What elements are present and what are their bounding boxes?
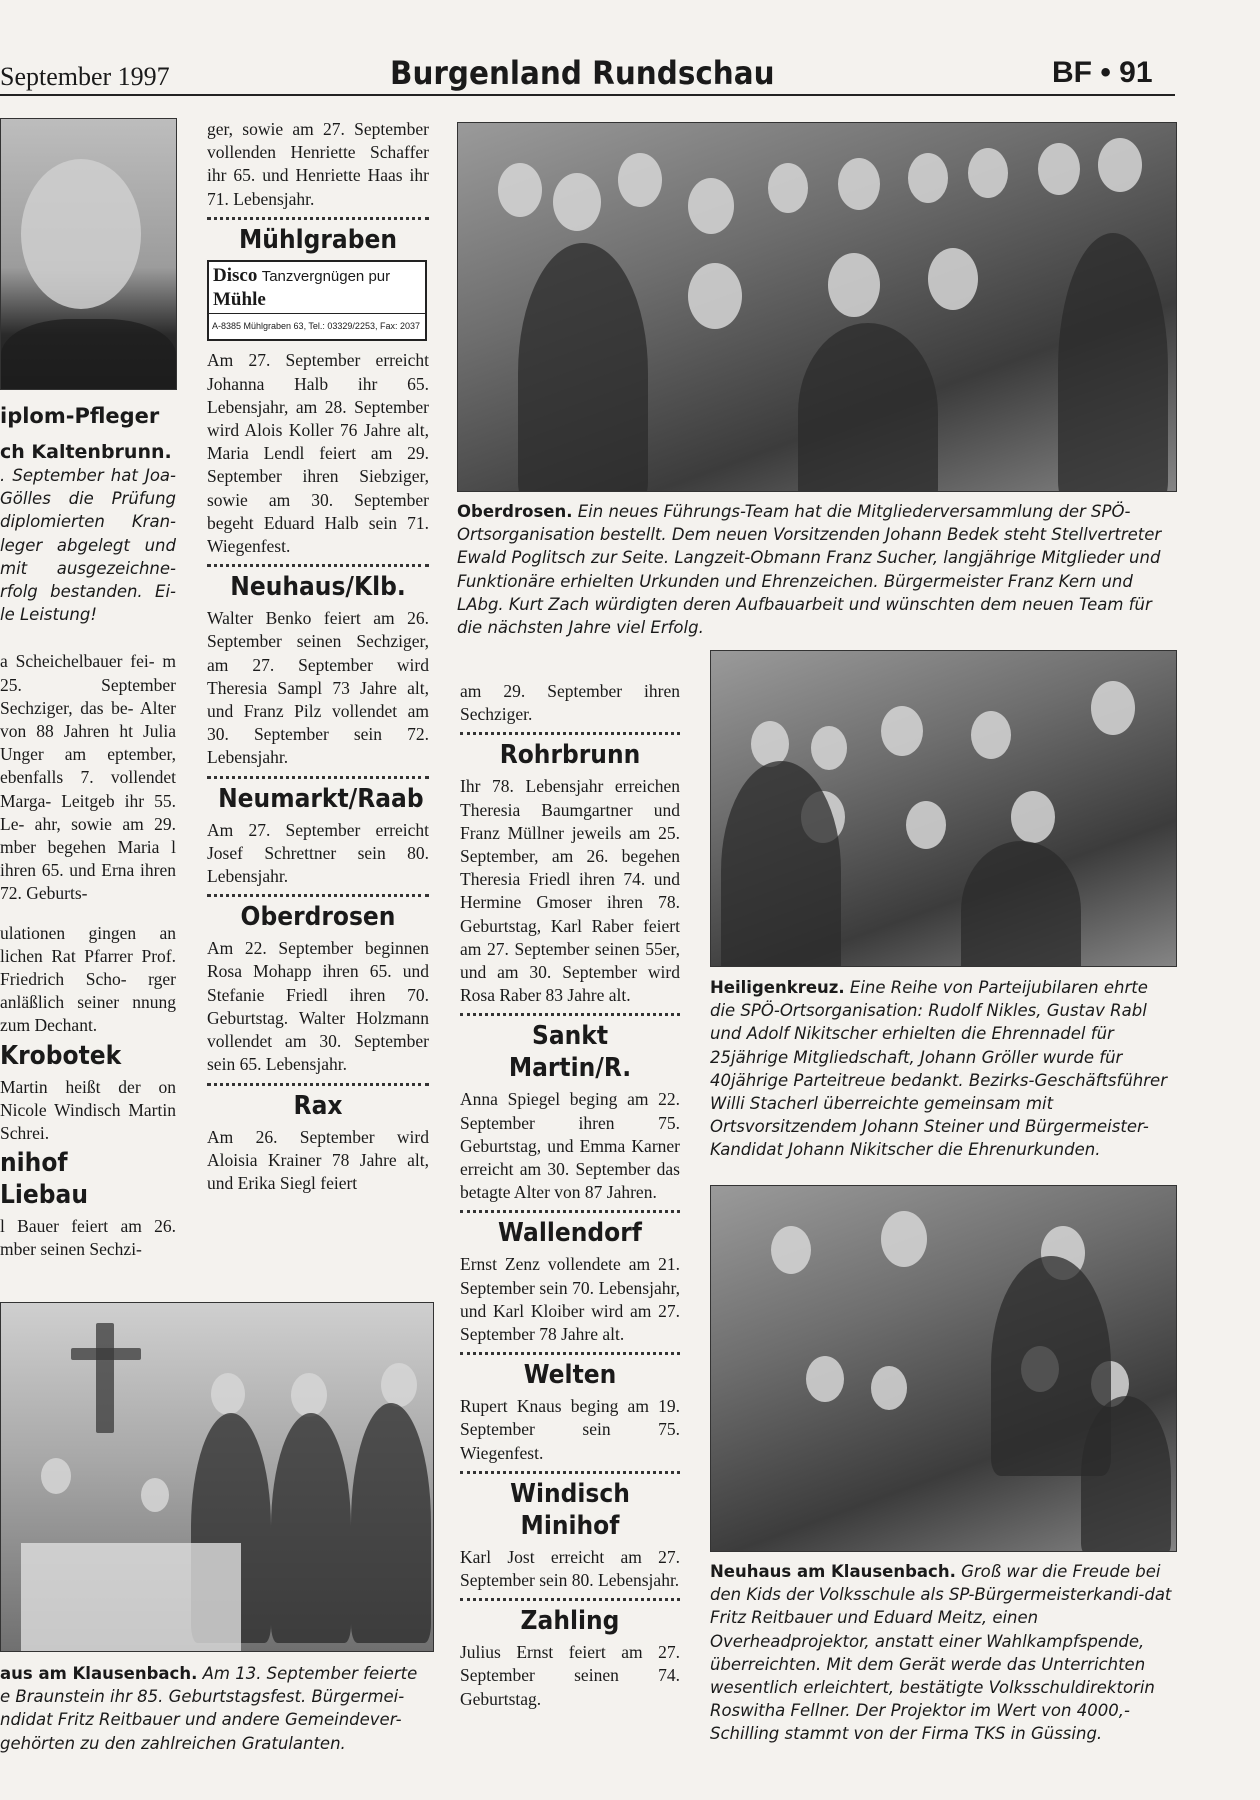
neuhaus-school-photo (710, 1185, 1177, 1552)
ad-name-2: Mühle (213, 289, 266, 311)
issue-date: September 1997 (0, 62, 170, 91)
text-continued-3: am 29. September ihren Sechziger. (460, 681, 680, 725)
column-3 (460, 680, 680, 1713)
caption-heiligenkreuz (710, 976, 1175, 1162)
text-muehlgraben: Am 27. September erreicht Johanna Halb ihr 65. Lebensjahr, am 28. September wird Alois Koller 76 Jahre alt, Maria Lendl feiert am 29. September ihren Siebziger, sowie am 30. September begeht Eduard Halb sein 71. Wiegenfest. (207, 350, 429, 557)
text-wallendorf: Ernst Zenz vollendete am 21. September sein 70. Lebensjahr, und Karl Kloiber wird am 27. September 78 Jahre alt. (460, 1254, 680, 1345)
caption-heiligenkreuz-text: Eine Reihe von Parteijubilaren ehrte die SPÖ-Ortsorganisation: Rudolf Nikles, Gustav Rabl und Adolf Nikitscher erhielten die Ehrennadel für 25jährige Mitgliedschaft, Johann Gröller wurde für 40jährige Parteitreue bedankt. Bezirks-Geschäftsführer Willi Stacherl überreichte gemeinsam mit Ortsvorsitzendem Johann Steiner und Bürgermeister-Kandidat Johann Nikitscher die Ehrenurkunden. (710, 978, 1167, 1160)
heading-neuhaus: Neuhaus/Klb. (230, 572, 406, 603)
text-minihof-liebau: l Bauer feiert am 26. mber seinen Sechzi- (0, 1216, 176, 1260)
heading-minihof-liebau: nihof Liebau (0, 1148, 89, 1211)
heading-rohrbrunn: Rohrbrunn (499, 740, 641, 771)
caption-heiligenkreuz-place: Heiligenkreuz. (710, 978, 845, 997)
caption-bottom-left-place: aus am Klausenbach. (0, 1664, 198, 1683)
heading-welten: Welten (523, 1360, 617, 1391)
disco-advertisement (207, 260, 427, 342)
text-oberdrosen: Am 22. September beginnen Rosa Mohapp ihren 65. und Stefanie Friedl ihren 70. Geburtstag. Walter Holzmann vollendet am 30. September sein 65. Lebensjahr. (207, 938, 429, 1075)
header-rule (0, 94, 1175, 96)
caption-neuhaus-place: Neuhaus am Klausenbach. (710, 1562, 956, 1581)
newspaper-title: Burgenland Rundschau (390, 54, 775, 92)
heading-diplom-pfleger: iplom-Pfleger (0, 404, 160, 428)
text-continued: ger, sowie am 27. September vollenden Henriette Schaffer ihr 65. und Henriette Haas ihr 71. Lebensjahr. (207, 119, 429, 209)
subheading-kaltenbrunn: ch Kaltenbrunn. (0, 441, 172, 463)
portrait-photo (0, 118, 177, 390)
heading-muehlgraben: Mühlgraben (238, 224, 397, 255)
heading-sankt-martin: Sankt Martin/R. (508, 1021, 632, 1084)
ad-address: A-8385 Mühlgraben 63, Tel.: 03329/2253, Fax: 2037 (209, 313, 425, 339)
caption-oberdrosen-place: Oberdrosen. (457, 502, 573, 521)
heading-oberdrosen: Oberdrosen (240, 902, 396, 933)
text-neumarkt: Am 27. September erreicht Josef Schrettner sein 80. Lebensjahr. (207, 819, 429, 887)
text-neuhaus: Walter Benko feiert am 26. September seinen Sechziger, am 27. September wird Theresia Sampl 73 Jahre alt, und Franz Pilz vollendet am 30. September sein 72. Lebensjahr. (207, 608, 429, 768)
text-zahling: Julius Ernst feiert am 27. September seinen 74. Geburtstag. (460, 1642, 680, 1709)
text-krobotek: Martin heißt der on Nicole Windisch Martin Schrei. (0, 1076, 176, 1144)
column-1 (0, 404, 176, 1264)
text-windisch-minihof: Karl Jost erreicht am 27. September sein 80. Lebensjahr. (460, 1546, 680, 1591)
column-2 (207, 118, 429, 1197)
ad-slogan: Tanzvergnügen pur (261, 267, 391, 285)
caption-neuhaus-text: Groß war die Freude bei den Kids der Volksschule als SP-Bürgermeisterkandi-dat Fritz Reitbauer und Eduard Meitz, einen Overheadprojektor, anstatt einer Wahlkampfspende, überreichten. Mit dem Gerät werde das Unterrichten wesentlich erleichtert, bestätigte Volksschuldirektorin Roswitha Fellner. Der Projektor im Wert von 4000,-Schilling stammt von der Firma TKS in Güssing. (710, 1562, 1172, 1744)
birthday-party-photo (0, 1302, 434, 1652)
heading-rax: Rax (293, 1090, 343, 1121)
caption-bottom-left (0, 1662, 432, 1755)
text-sankt-martin: Anna Spiegel beging am 22. September ihren 75. Geburtstag, und Emma Karner erreicht am 30. September das betagte Alter von 87 Jahren. (460, 1089, 680, 1203)
caption-neuhaus (710, 1560, 1175, 1746)
text-rax: Am 26. September wird Aloisia Krainer 78 Jahre alt, und Erika Siegl feiert (207, 1126, 429, 1193)
caption-oberdrosen (457, 500, 1175, 639)
text-birthdays-1: a Scheichelbauer fei- m 25. September Sechziger, das be- Alter von 88 Jahren ht Julia Unger am eptember, ebenfalls 7. vollendet Marga- Leitgeb ihr 55. Le- ahr, sowie am 29. mber begehen Maria l ihren 65. und Erna ihren 72. Geburts- (0, 651, 176, 904)
caption-oberdrosen-text: Ein neues Führungs-Team hat die Mitgliederversammlung der SPÖ-Ortsorganisation bestellt. Dem neuen Vorsitzenden Johann Bedek steht Stellvertreter Ewald Poglitsch zur Seite. Langzeit-Obmann Franz Sucher, langjährige Mitglieder und Funktionäre erhielten Urkunden und Ehrenzeichen. Bürgermeister Franz Kern und LAbg. Kurt Zach würdigten deren Aufbauarbeit und wünschten dem neuen Team für die nächsten Jahre viel Erfolg. (457, 502, 1162, 638)
heading-wallendorf: Wallendorf (498, 1218, 642, 1249)
caption-bottom-left-text: Am 13. September feierte e Braunstein ihr 85. Geburtstagsfest. Bürgermei- ndidat Fritz Reitbauer und andere Gemeindever- gehörten zu den zahlreichen Gratulanten. (0, 1664, 418, 1753)
heiligenkreuz-group-photo (710, 650, 1177, 967)
heading-windisch-minihof: Windisch Minihof (510, 1478, 630, 1541)
text-welten: Rupert Knaus beging am 19. September sein 75. Wiegenfest. (460, 1396, 680, 1463)
heading-krobotek: Krobotek (0, 1040, 122, 1071)
heading-zahling: Zahling (520, 1606, 620, 1637)
heading-neumarkt: Neumarkt/Raab (218, 783, 424, 814)
page-number: BF • 91 (1052, 56, 1153, 89)
text-diplom: . September hat Joa- Gölles die Prüfung diplomierten Kran- leger abgelegt und mit ausgezeichne- rfolg bestanden. Ei- le Leistung! (0, 466, 176, 625)
text-dechant: ulationen gingen an lichen Rat Pfarrer Prof. Friedrich Scho- rger anläßlich seiner nnung zum Dechant. (0, 922, 176, 1036)
text-rohrbrunn: Ihr 78. Lebensjahr erreichen Theresia Baumgartner und Franz Müllner jeweils am 25. September, am 26. begehen Theresia Friedl ihren 74. und Hermine Gmoser ihren 78. Geburtstag, Karl Raber feiert am 27. September seinen 55er, und am 30. September wird Rosa Raber 83 Jahre alt. (460, 776, 680, 1006)
ad-name-1: Disco (213, 264, 258, 286)
oberdrosen-group-photo (457, 122, 1177, 492)
